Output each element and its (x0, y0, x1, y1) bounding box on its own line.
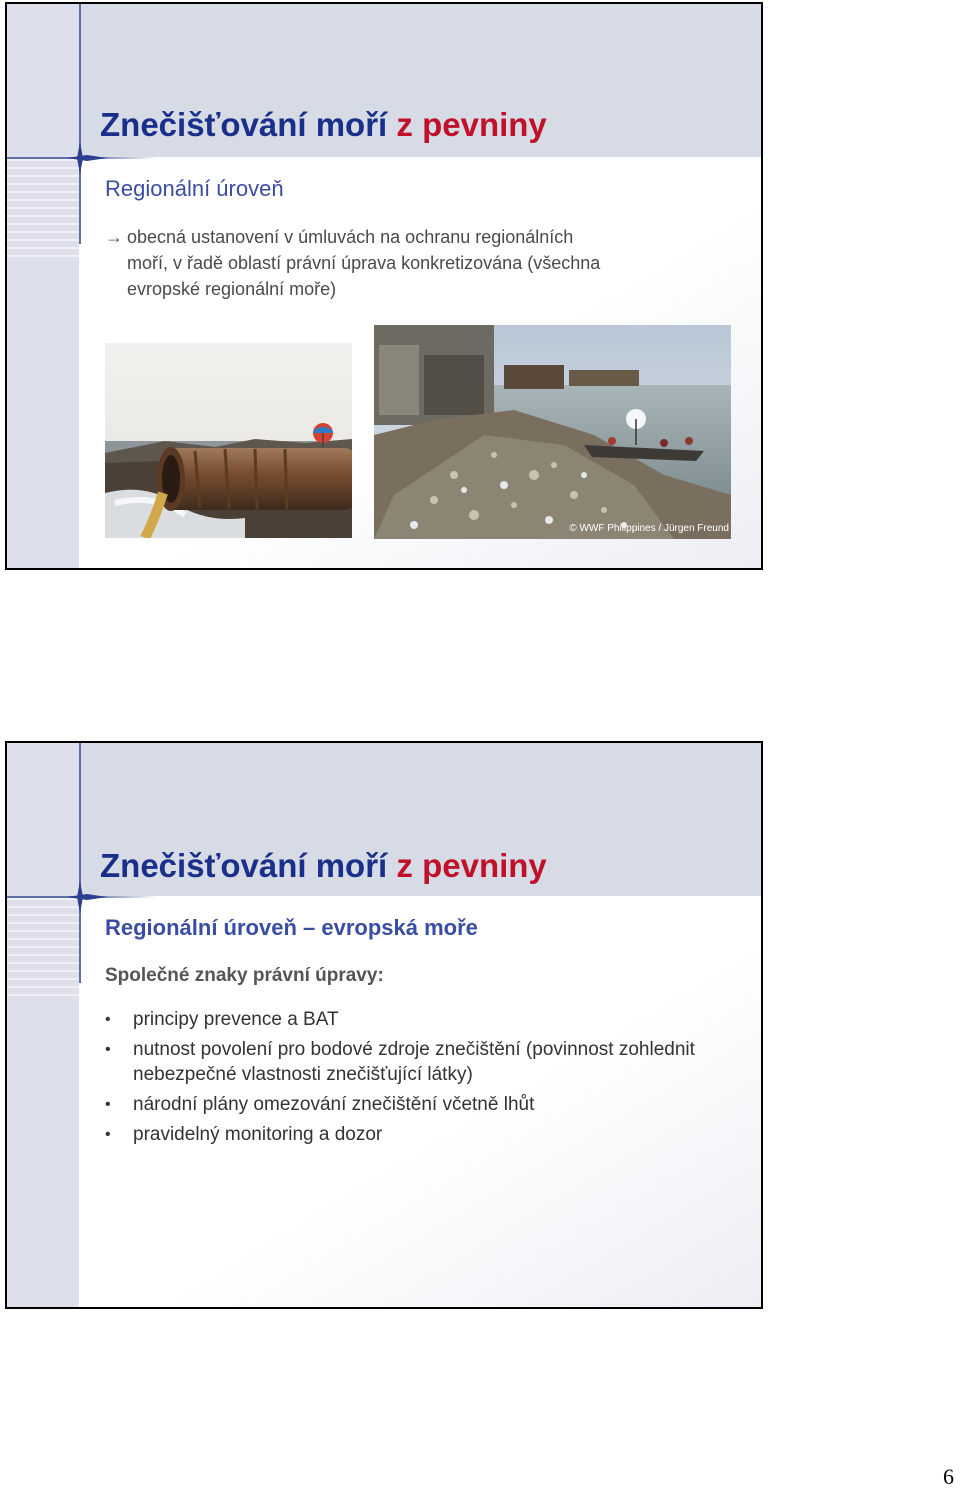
polluted-shoreline-image (374, 325, 731, 539)
body-line-1: → obecná ustanovení v úmluvách na ochranu regionálních (105, 227, 574, 247)
body-line-3: evropské regionální moře) (127, 279, 337, 299)
body-line-2: moří, v řadě oblastí právní úprava konkretizována (všechna (127, 253, 601, 273)
page-number: 6 (943, 1464, 954, 1489)
left-band (7, 4, 79, 568)
list-item: • nutnost povolení pro bodové zdroje znečištění (povinnost zohlednit nebezpečné vlastnosti znečišťující látky) (105, 1039, 695, 1085)
lead-heading: Společné znaky právní úpravy: (105, 965, 384, 986)
photo-credit: © WWF Philippines / Jürgen Freund (569, 523, 729, 534)
list-item: • principy prevence a BAT (105, 1009, 339, 1030)
bullet-icon: • (105, 1096, 111, 1113)
pipe-outfall-image (105, 343, 352, 538)
title-part-dark: Znečišťování moří (100, 106, 388, 143)
slide-body-text (105, 224, 705, 302)
title-part-red: z pevniny (396, 847, 547, 884)
polluted-shoreline-photo (374, 325, 731, 539)
decorative-vertical-line (79, 743, 81, 983)
left-band (7, 743, 79, 1307)
list-item: • pravidelný monitoring a dozor (105, 1124, 383, 1145)
slide-title (100, 106, 547, 144)
bullet-icon: • (105, 1041, 111, 1058)
slide-title (100, 847, 547, 885)
slide-subheading: Regionální úroveň – evropská moře (105, 915, 478, 940)
slide-subheading: Regionální úroveň (105, 176, 284, 201)
title-part-red: z pevniny (396, 106, 547, 143)
pipe-outfall-photo (105, 343, 352, 538)
title-part-dark: Znečišťování moří (100, 847, 388, 884)
decorative-stripes (7, 898, 79, 998)
slide-2 (5, 741, 763, 1309)
list-item: • národní plány omezování znečištění včetně lhůt (105, 1094, 535, 1115)
arrow-icon: → (105, 227, 123, 247)
slide-1 (5, 2, 763, 570)
bullet-icon: • (105, 1126, 111, 1143)
decorative-vertical-line (79, 4, 81, 244)
bullet-icon: • (105, 1011, 111, 1028)
decorative-stripes (7, 159, 79, 259)
bullet-list (105, 1007, 725, 1152)
